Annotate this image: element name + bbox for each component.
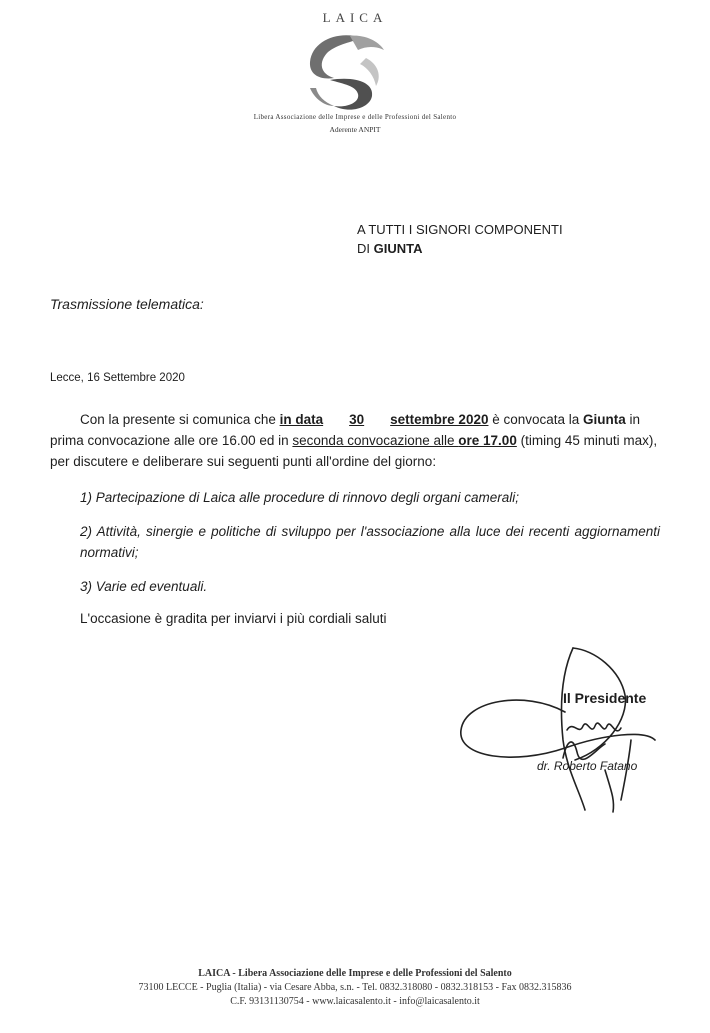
intro-text-c: in prima convocazione alle ore 16.00 ed in xyxy=(50,412,641,448)
transmission-label: Trasmissione telematica: xyxy=(50,296,204,312)
giunta-word: Giunta xyxy=(583,412,626,427)
in-data: in data xyxy=(279,412,324,427)
date-line: Lecce, 16 Settembre 2020 xyxy=(50,372,185,384)
addressee-prefix: DI xyxy=(357,241,374,256)
intro-text-d: (timing 45 minuti max), per discutere e deliberare sui seguenti punti all'ordine del giorno: xyxy=(50,433,658,469)
second-convocation: seconda convocazione alle xyxy=(292,433,459,448)
agenda-item: 2) Attività, sinergie e politiche di sviluppo per l'associazione alla luce dei recenti aggiornamenti normativi; xyxy=(80,524,660,560)
laica-logo xyxy=(300,28,390,114)
brand-name: LAICA xyxy=(322,10,388,25)
agenda-item: 3) Varie ed eventuali. xyxy=(80,579,208,594)
intro-text: Con la presente si comunica che xyxy=(80,412,280,427)
meeting-month-year: settembre 2020 xyxy=(390,412,489,427)
footer-org-name: LAICA - Libera Associazione delle Imprese e delle Professioni del Salento xyxy=(198,968,512,979)
org-full-name: Libera Associazione delle Imprese e delle Professioni del Salento xyxy=(253,113,457,121)
meeting-day: 30 xyxy=(349,412,365,427)
second-time: ore 17.00 xyxy=(458,433,517,448)
footer-contacts: C.F. 93131130754 - www.laicasalento.it - info@laicasalento.it xyxy=(230,996,480,1007)
addressee-line-2 xyxy=(357,241,423,256)
affiliation: Aderente ANPIT xyxy=(329,125,381,134)
intro-text-b: è convocata la xyxy=(488,412,584,427)
footer-address: 73100 LECCE - Puglia (Italia) - via Cesare Abba, s.n. - Tel. 0832.318080 - 0832.318153 - Fax 0832.315836 xyxy=(138,982,572,993)
addressee-line-1: A TUTTI I SIGNORI COMPONENTI xyxy=(357,222,563,237)
signer-name: dr. Roberto Fatano xyxy=(537,759,638,773)
signature-title: Il Presidente xyxy=(563,690,647,706)
addressee-giunta: GIUNTA xyxy=(373,241,423,256)
handwritten-signature xyxy=(455,640,660,815)
closing-line: L'occasione è gradita per inviarvi i più cordiali saluti xyxy=(80,611,387,626)
body-paragraph xyxy=(50,409,658,472)
agenda-item: 1) Partecipazione di Laica alle procedure di rinnovo degli organi camerali; xyxy=(80,490,520,505)
